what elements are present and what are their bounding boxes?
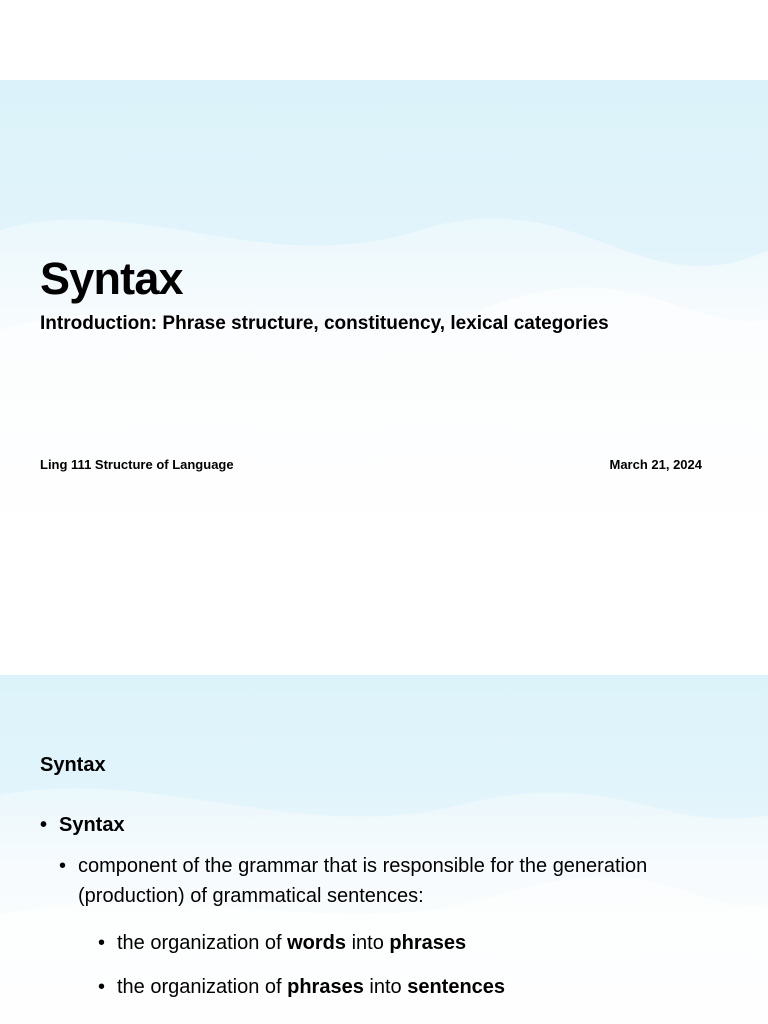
emphasis-term: phrases (287, 976, 364, 998)
bullet-icon: • (98, 976, 106, 998)
slide-subtitle: Introduction: Phrase structure, constituency, lexical categories (40, 313, 609, 334)
list-item-text: the organization of (117, 976, 288, 998)
list-item-text: the organization of (117, 932, 288, 954)
content-slide (0, 675, 768, 1024)
list-item-text: into (346, 932, 390, 954)
list-item-text: component of the grammar that is responsible for the generation (78, 855, 648, 877)
slide-date: March 21, 2024 (609, 457, 702, 472)
list-item (59, 851, 648, 911)
emphasis-term: phrases (389, 932, 467, 954)
list-item (98, 972, 506, 1002)
list-item (40, 810, 125, 840)
slide-title: Syntax (40, 253, 183, 304)
bullet-icon: • (98, 932, 106, 954)
emphasis-term: sentences (407, 976, 506, 998)
list-item-text-continued: (production) of grammatical sentences: (78, 885, 424, 907)
slide-heading: Syntax (40, 754, 106, 776)
list-item-text: into (363, 976, 408, 998)
emphasis-term: words (287, 932, 347, 954)
list-item (98, 928, 467, 958)
title-slide (0, 80, 768, 512)
course-name: Ling 111 Structure of Language (40, 457, 234, 472)
bullet-icon: • (59, 855, 67, 877)
bullet-icon: • (40, 814, 48, 836)
list-item-text: Syntax (59, 814, 125, 836)
